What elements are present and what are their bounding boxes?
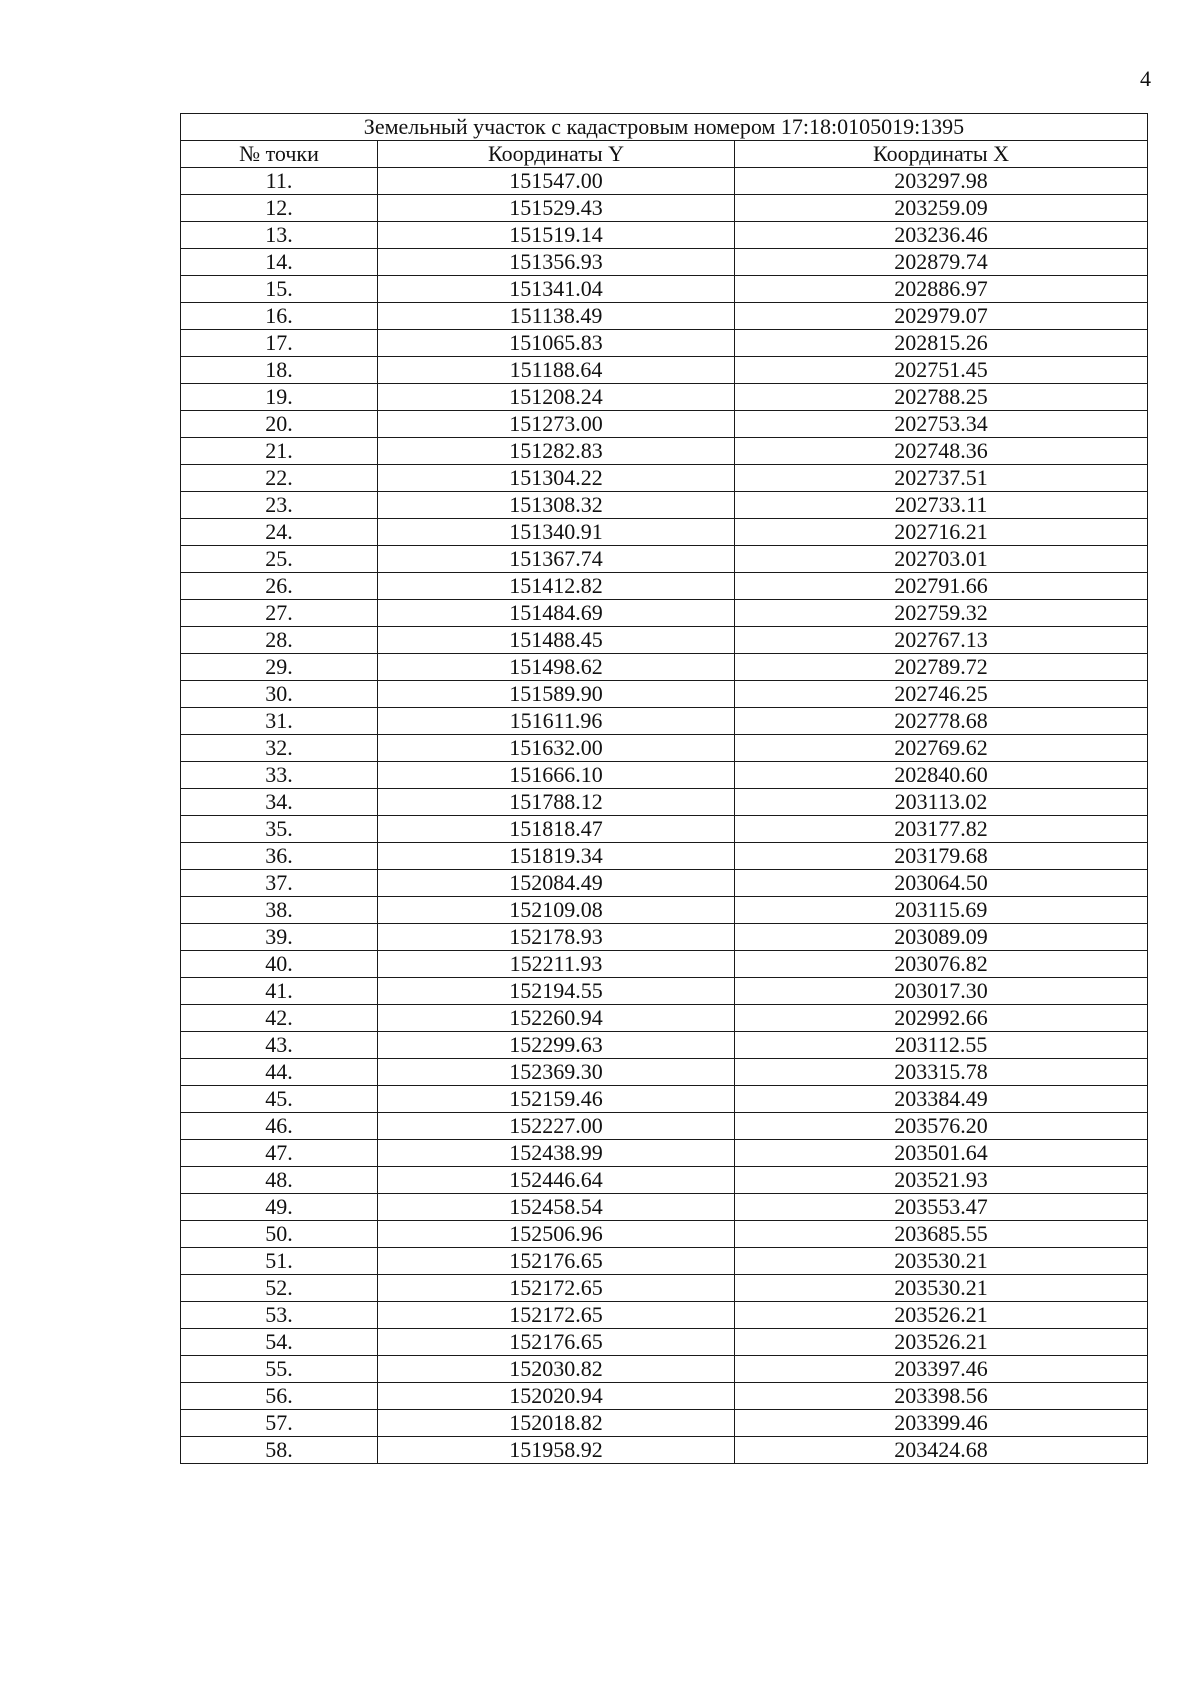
cell-point-number: 47.	[181, 1140, 378, 1167]
table-title: Земельный участок с кадастровым номером 17:18:0105019:1395	[181, 114, 1148, 141]
cell-point-number: 16.	[181, 303, 378, 330]
cell-coordinate-x: 203315.78	[735, 1059, 1148, 1086]
cell-point-number: 30.	[181, 681, 378, 708]
cell-point-number: 43.	[181, 1032, 378, 1059]
cell-coordinate-y: 151340.91	[378, 519, 735, 546]
cell-coordinate-x: 203530.21	[735, 1248, 1148, 1275]
cell-coordinate-y: 151273.00	[378, 411, 735, 438]
cell-coordinate-y: 151958.92	[378, 1437, 735, 1464]
cell-point-number: 27.	[181, 600, 378, 627]
cell-point-number: 21.	[181, 438, 378, 465]
table-row	[181, 600, 1148, 627]
table-row	[181, 816, 1148, 843]
table-row	[181, 465, 1148, 492]
cell-coordinate-y: 152260.94	[378, 1005, 735, 1032]
coordinates-table	[180, 113, 1148, 1464]
table-row	[181, 681, 1148, 708]
cell-coordinate-x: 203017.30	[735, 978, 1148, 1005]
cell-coordinate-y: 151611.96	[378, 708, 735, 735]
cell-point-number: 42.	[181, 1005, 378, 1032]
cell-coordinate-x: 202886.97	[735, 276, 1148, 303]
cell-point-number: 55.	[181, 1356, 378, 1383]
cell-coordinate-y: 151282.83	[378, 438, 735, 465]
cell-coordinate-y: 152030.82	[378, 1356, 735, 1383]
table-row	[181, 546, 1148, 573]
cell-coordinate-y: 151519.14	[378, 222, 735, 249]
table-row	[181, 1383, 1148, 1410]
cell-point-number: 24.	[181, 519, 378, 546]
table-row	[181, 1248, 1148, 1275]
table-row	[181, 1086, 1148, 1113]
table-row	[181, 1140, 1148, 1167]
cell-point-number: 53.	[181, 1302, 378, 1329]
cell-point-number: 23.	[181, 492, 378, 519]
cell-coordinate-x: 202778.68	[735, 708, 1148, 735]
cell-point-number: 58.	[181, 1437, 378, 1464]
cell-point-number: 39.	[181, 924, 378, 951]
cell-coordinate-y: 151341.04	[378, 276, 735, 303]
cell-coordinate-x: 203397.46	[735, 1356, 1148, 1383]
cell-coordinate-x: 202753.34	[735, 411, 1148, 438]
cell-point-number: 19.	[181, 384, 378, 411]
cell-coordinate-y: 152458.54	[378, 1194, 735, 1221]
cell-point-number: 36.	[181, 843, 378, 870]
table-row	[181, 627, 1148, 654]
cell-coordinate-x: 202703.01	[735, 546, 1148, 573]
cell-point-number: 34.	[181, 789, 378, 816]
cell-coordinate-y: 151356.93	[378, 249, 735, 276]
table-row	[181, 951, 1148, 978]
cell-point-number: 50.	[181, 1221, 378, 1248]
cell-coordinate-x: 202748.36	[735, 438, 1148, 465]
table-row	[181, 330, 1148, 357]
cell-coordinate-x: 203236.46	[735, 222, 1148, 249]
table-row	[181, 222, 1148, 249]
table-row	[181, 519, 1148, 546]
cell-point-number: 12.	[181, 195, 378, 222]
cell-coordinate-y: 152446.64	[378, 1167, 735, 1194]
cell-point-number: 41.	[181, 978, 378, 1005]
table-row	[181, 1437, 1148, 1464]
cell-point-number: 11.	[181, 168, 378, 195]
cell-coordinate-x: 202840.60	[735, 762, 1148, 789]
cell-coordinate-x: 202751.45	[735, 357, 1148, 384]
cell-coordinate-y: 151304.22	[378, 465, 735, 492]
cell-coordinate-y: 151138.49	[378, 303, 735, 330]
table-row	[181, 762, 1148, 789]
table-row	[181, 978, 1148, 1005]
cell-coordinate-x: 202759.32	[735, 600, 1148, 627]
cell-point-number: 14.	[181, 249, 378, 276]
header-point-number: № точки	[181, 141, 378, 168]
cell-point-number: 28.	[181, 627, 378, 654]
table-row	[181, 1032, 1148, 1059]
cell-coordinate-x: 203398.56	[735, 1383, 1148, 1410]
cell-coordinate-y: 152438.99	[378, 1140, 735, 1167]
table-row	[181, 1329, 1148, 1356]
cell-coordinate-x: 203297.98	[735, 168, 1148, 195]
cell-point-number: 40.	[181, 951, 378, 978]
cell-coordinate-y: 151308.32	[378, 492, 735, 519]
cell-point-number: 32.	[181, 735, 378, 762]
cell-coordinate-x: 202815.26	[735, 330, 1148, 357]
cell-coordinate-x: 203399.46	[735, 1410, 1148, 1437]
cell-coordinate-y: 152176.65	[378, 1248, 735, 1275]
cell-point-number: 49.	[181, 1194, 378, 1221]
cell-coordinate-x: 202769.62	[735, 735, 1148, 762]
table-row	[181, 708, 1148, 735]
cell-coordinate-y: 151208.24	[378, 384, 735, 411]
table-row	[181, 1113, 1148, 1140]
cell-coordinate-y: 151666.10	[378, 762, 735, 789]
cell-coordinate-y: 152369.30	[378, 1059, 735, 1086]
cell-point-number: 15.	[181, 276, 378, 303]
cell-coordinate-y: 151188.64	[378, 357, 735, 384]
table-row	[181, 1275, 1148, 1302]
cell-point-number: 26.	[181, 573, 378, 600]
table-row	[181, 1221, 1148, 1248]
cell-coordinate-x: 202992.66	[735, 1005, 1148, 1032]
cell-coordinate-y: 151547.00	[378, 168, 735, 195]
cell-coordinate-y: 152227.00	[378, 1113, 735, 1140]
cell-point-number: 51.	[181, 1248, 378, 1275]
cell-coordinate-x: 203076.82	[735, 951, 1148, 978]
cell-coordinate-x: 203526.21	[735, 1302, 1148, 1329]
cell-point-number: 56.	[181, 1383, 378, 1410]
cell-coordinate-x: 202733.11	[735, 492, 1148, 519]
table-row	[181, 654, 1148, 681]
cell-point-number: 54.	[181, 1329, 378, 1356]
cell-point-number: 20.	[181, 411, 378, 438]
table-row	[181, 438, 1148, 465]
cell-coordinate-x: 202737.51	[735, 465, 1148, 492]
cell-coordinate-y: 151484.69	[378, 600, 735, 627]
cell-point-number: 52.	[181, 1275, 378, 1302]
cell-point-number: 44.	[181, 1059, 378, 1086]
cell-coordinate-x: 202716.21	[735, 519, 1148, 546]
table-row	[181, 195, 1148, 222]
table-row	[181, 735, 1148, 762]
table-row	[181, 1356, 1148, 1383]
table-row	[181, 276, 1148, 303]
table-row	[181, 1167, 1148, 1194]
cell-coordinate-y: 152018.82	[378, 1410, 735, 1437]
cell-coordinate-x: 203179.68	[735, 843, 1148, 870]
table-row	[181, 1005, 1148, 1032]
cell-coordinate-x: 203113.02	[735, 789, 1148, 816]
table-title-row	[181, 114, 1148, 141]
cell-point-number: 33.	[181, 762, 378, 789]
cell-coordinate-x: 203384.49	[735, 1086, 1148, 1113]
cell-coordinate-y: 151788.12	[378, 789, 735, 816]
cell-coordinate-x: 203526.21	[735, 1329, 1148, 1356]
cell-coordinate-x: 203115.69	[735, 897, 1148, 924]
cell-coordinate-y: 152194.55	[378, 978, 735, 1005]
cell-coordinate-x: 203576.20	[735, 1113, 1148, 1140]
cell-coordinate-y: 151819.34	[378, 843, 735, 870]
cell-coordinate-x: 202767.13	[735, 627, 1148, 654]
cell-point-number: 38.	[181, 897, 378, 924]
table-row	[181, 384, 1148, 411]
table-row	[181, 411, 1148, 438]
cell-point-number: 13.	[181, 222, 378, 249]
cell-coordinate-x: 203177.82	[735, 816, 1148, 843]
cell-coordinate-y: 151632.00	[378, 735, 735, 762]
cell-coordinate-x: 203064.50	[735, 870, 1148, 897]
cell-point-number: 22.	[181, 465, 378, 492]
cell-coordinate-x: 202789.72	[735, 654, 1148, 681]
cell-coordinate-y: 151412.82	[378, 573, 735, 600]
cell-coordinate-y: 152159.46	[378, 1086, 735, 1113]
cell-point-number: 29.	[181, 654, 378, 681]
table-row	[181, 789, 1148, 816]
cell-point-number: 45.	[181, 1086, 378, 1113]
table-row	[181, 1410, 1148, 1437]
cell-coordinate-y: 152172.65	[378, 1275, 735, 1302]
table-row	[181, 249, 1148, 276]
cell-coordinate-y: 152109.08	[378, 897, 735, 924]
cell-coordinate-y: 152178.93	[378, 924, 735, 951]
cell-point-number: 25.	[181, 546, 378, 573]
cell-coordinate-x: 203553.47	[735, 1194, 1148, 1221]
table-row	[181, 1194, 1148, 1221]
cell-coordinate-x: 202879.74	[735, 249, 1148, 276]
cell-coordinate-x: 202979.07	[735, 303, 1148, 330]
cell-coordinate-x: 203685.55	[735, 1221, 1148, 1248]
table-row	[181, 870, 1148, 897]
cell-coordinate-y: 152020.94	[378, 1383, 735, 1410]
table-row	[181, 492, 1148, 519]
table-row	[181, 573, 1148, 600]
cell-coordinate-y: 152506.96	[378, 1221, 735, 1248]
cell-point-number: 18.	[181, 357, 378, 384]
cell-coordinate-y: 151529.43	[378, 195, 735, 222]
cell-coordinate-y: 151488.45	[378, 627, 735, 654]
table-row	[181, 924, 1148, 951]
cell-coordinate-y: 152172.65	[378, 1302, 735, 1329]
cell-coordinate-y: 151065.83	[378, 330, 735, 357]
cell-coordinate-x: 203112.55	[735, 1032, 1148, 1059]
cell-coordinate-x: 202788.25	[735, 384, 1148, 411]
cell-coordinate-y: 152176.65	[378, 1329, 735, 1356]
cell-coordinate-y: 152211.93	[378, 951, 735, 978]
table-row	[181, 357, 1148, 384]
cell-coordinate-x: 203259.09	[735, 195, 1148, 222]
page-number: 4	[1140, 66, 1151, 91]
table-row	[181, 303, 1148, 330]
header-coordinate-y: Координаты Y	[378, 141, 735, 168]
cell-point-number: 48.	[181, 1167, 378, 1194]
cell-coordinate-y: 152299.63	[378, 1032, 735, 1059]
cell-coordinate-x: 202746.25	[735, 681, 1148, 708]
cell-point-number: 37.	[181, 870, 378, 897]
cell-coordinate-y: 152084.49	[378, 870, 735, 897]
cell-coordinate-y: 151818.47	[378, 816, 735, 843]
cell-coordinate-x: 203521.93	[735, 1167, 1148, 1194]
table-row	[181, 897, 1148, 924]
table-row	[181, 1302, 1148, 1329]
cell-point-number: 35.	[181, 816, 378, 843]
cell-coordinate-x: 202791.66	[735, 573, 1148, 600]
cell-coordinate-y: 151367.74	[378, 546, 735, 573]
table-row	[181, 168, 1148, 195]
cell-coordinate-x: 203424.68	[735, 1437, 1148, 1464]
table-body	[181, 168, 1148, 1464]
cell-point-number: 46.	[181, 1113, 378, 1140]
cell-coordinate-y: 151498.62	[378, 654, 735, 681]
cell-coordinate-x: 203530.21	[735, 1275, 1148, 1302]
table-row	[181, 843, 1148, 870]
cell-coordinate-x: 203089.09	[735, 924, 1148, 951]
cell-coordinate-y: 151589.90	[378, 681, 735, 708]
table-row	[181, 1059, 1148, 1086]
header-coordinate-x: Координаты X	[735, 141, 1148, 168]
cell-coordinate-x: 203501.64	[735, 1140, 1148, 1167]
table-header-row	[181, 141, 1148, 168]
cell-point-number: 57.	[181, 1410, 378, 1437]
cell-point-number: 31.	[181, 708, 378, 735]
cell-point-number: 17.	[181, 330, 378, 357]
